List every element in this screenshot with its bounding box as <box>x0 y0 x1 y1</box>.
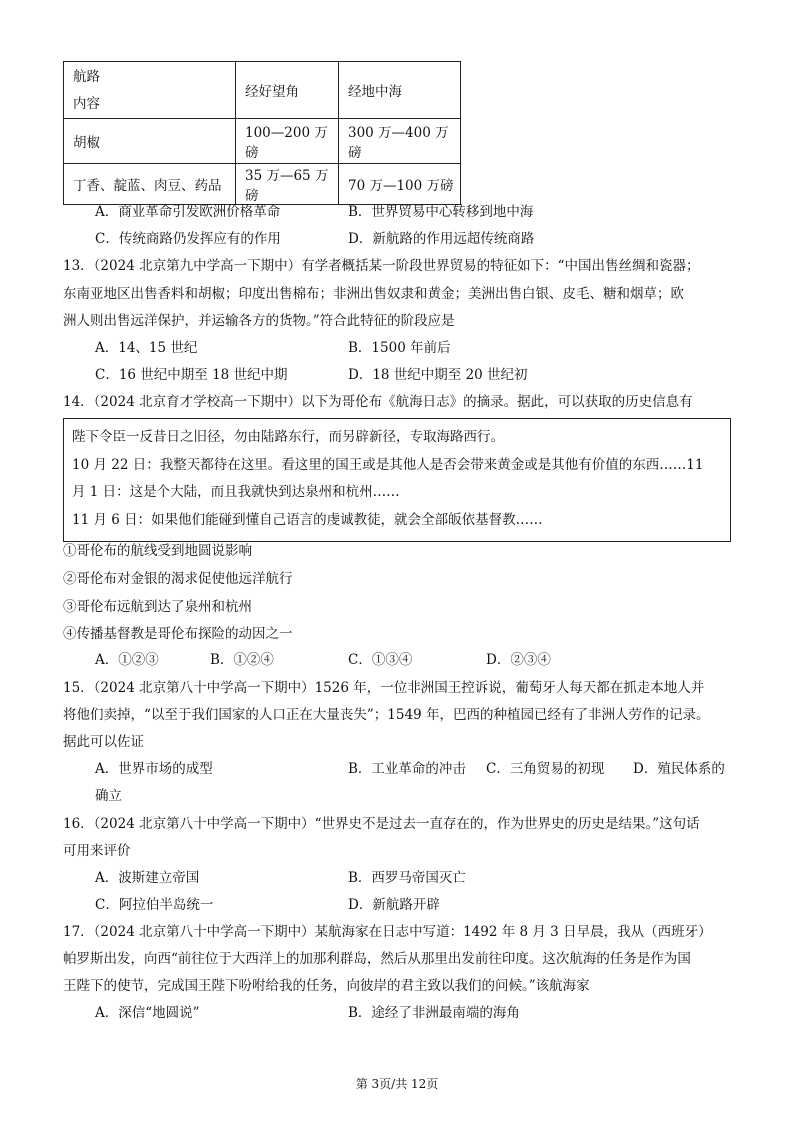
q14-option-b: B．①②④ <box>210 652 274 668</box>
q14-statement-2: ②哥伦布对金银的渴求促使他远洋航行 <box>63 571 293 587</box>
q13-option-c: C．16 世纪中期至 18 世纪中期 <box>95 367 288 383</box>
q17-option-b: B．途经了非洲最南端的海角 <box>348 1005 520 1021</box>
header-mediterranean-route: 经地中海 <box>339 62 461 119</box>
q16-option-c: C．阿拉伯半岛统一 <box>95 897 214 913</box>
q17-stem-line1: 17．（2024 北京第八十中学高一下期中）某航海家在日志中写道：1492 年 8 月 3 日早晨，我从（西班牙） <box>63 924 712 940</box>
q13-stem-line3: 洲人则出售远洋保护，并运输各方的货物。”符合此特征的阶段应是 <box>63 313 455 329</box>
header-cape-route: 经好望角 <box>236 62 339 119</box>
table-header-row <box>64 62 461 119</box>
q13-option-a: A．14、15 世纪 <box>95 340 198 356</box>
q17-option-a: A．深信“地圆说” <box>95 1005 200 1021</box>
q14-quote-line: 陛下令臣一反昔日之旧径，勿由陆路东行，而另辟新径，专取海路西行。 <box>72 429 504 445</box>
trade-price-table <box>63 61 461 205</box>
table-cell-med: 300 万—400 万磅 <box>339 119 461 164</box>
q13-option-d: D．18 世纪中期至 20 世纪初 <box>348 367 528 383</box>
table-cell-cape: 35 万—65 万磅 <box>236 164 339 205</box>
corner-bottom-label: 内容 <box>73 95 100 112</box>
q14-stem-line1: 14．（2024 北京育才学校高一下期中）以下为哥伦布《航海日志》的摘录。据此，可以获取的历史信息有 <box>63 394 693 410</box>
q12-option-d: D．新航路的作用远超传统商路 <box>348 231 535 247</box>
q14-option-d: D．②③④ <box>486 652 551 668</box>
q14-option-a: A．①②③ <box>95 652 159 668</box>
q14-option-c: C．①③④ <box>348 652 413 668</box>
table-row <box>64 164 461 205</box>
table-corner-cell <box>64 62 236 119</box>
q16-stem-line2: 可用来评价 <box>63 843 131 859</box>
q15-option-d-continued: 确立 <box>95 788 122 804</box>
q13-option-b: B．1500 年前后 <box>348 340 451 356</box>
q16-option-a: A．波斯建立帝国 <box>95 870 200 886</box>
q17-stem-line3: 王陛下的使节，完成国王陛下吩咐给我的任务，向彼岸的君主致以我们的问候。”该航海家 <box>63 978 590 994</box>
q12-option-c: C．传统商路仍发挥应有的作用 <box>95 231 281 247</box>
q12-option-b: B．世界贸易中心转移到地中海 <box>348 204 534 220</box>
q12-option-a: A．商业革命引发欧洲价格革命 <box>95 204 281 220</box>
q15-stem-line3: 据此可以佐证 <box>63 734 144 750</box>
q14-statement-1: ①哥伦布的航线受到地圆说影响 <box>63 543 252 559</box>
q17-stem-line2: 帕罗斯出发，向西“前往位于大西洋上的加那利群岛，然后从那里出发前往印度。这次航海的任务是作为国 <box>63 951 691 967</box>
table-cell-item: 胡椒 <box>64 119 236 164</box>
table-row <box>64 119 461 164</box>
table-cell-cape: 100—200 万磅 <box>236 119 339 164</box>
q13-stem-line1: 13．（2024 北京第九中学高一下期中）有学者概括某一阶段世界贸易的特征如下：“中国出售丝绸和瓷器； <box>63 258 700 274</box>
q15-stem-line2: 将他们卖掉，“以至于我们国家的人口正在大量丧失”；1549 年，巴西的种植园已经有了非洲人劳作的记录。 <box>63 707 710 723</box>
q15-option-d: D．殖民体系的 <box>633 761 725 777</box>
table-cell-item: 丁香、靛蓝、肉豆、药品 <box>64 164 236 205</box>
corner-top-label: 航路 <box>73 69 100 85</box>
q14-quote-line: 10 月 22 日：我整天都待在这里。看这里的国王或是其他人是否会带来黄金或是其他有价值的东西……11 <box>72 457 704 473</box>
q16-stem-line1: 16．（2024 北京第八十中学高一下期中）“世界史不是过去一直存在的，作为世界史的历史是结果。”这句话 <box>63 816 700 832</box>
q15-option-c: C．三角贸易的初现 <box>486 761 605 777</box>
q15-option-a: A．世界市场的成型 <box>95 761 213 777</box>
q13-stem-line2: 东南亚地区出售香料和胡椒；印度出售棉布；非洲出售奴隶和黄金；美洲出售白银、皮毛、糖和烟草；欧 <box>63 286 684 302</box>
q15-option-b: B．工业革命的冲击 <box>348 761 466 777</box>
q14-quote-line: 月 1 日：这是个大陆，而且我就快到达泉州和杭州…… <box>72 484 400 500</box>
q16-option-b: B．西罗马帝国灭亡 <box>348 870 466 886</box>
q14-statement-3: ③哥伦布远航到达了泉州和杭州 <box>63 599 252 615</box>
q15-stem-line1: 15．（2024 北京第八十中学高一下期中）1526 年，一位非洲国王控诉说，葡萄牙人每天都在抓走本地人并 <box>63 680 705 696</box>
q14-statement-4: ④传播基督教是哥伦布探险的动因之一 <box>63 626 293 642</box>
table-cell-med: 70 万—100 万磅 <box>339 164 461 205</box>
page-footer: 第 3页/共 12页 <box>355 1077 439 1091</box>
q16-option-d: D．新航路开辟 <box>348 897 440 913</box>
q14-quote-line: 11 月 6 日：如果他们能碰到懂自己语言的虔诚教徒，就会全部皈依基督教…… <box>72 512 543 528</box>
